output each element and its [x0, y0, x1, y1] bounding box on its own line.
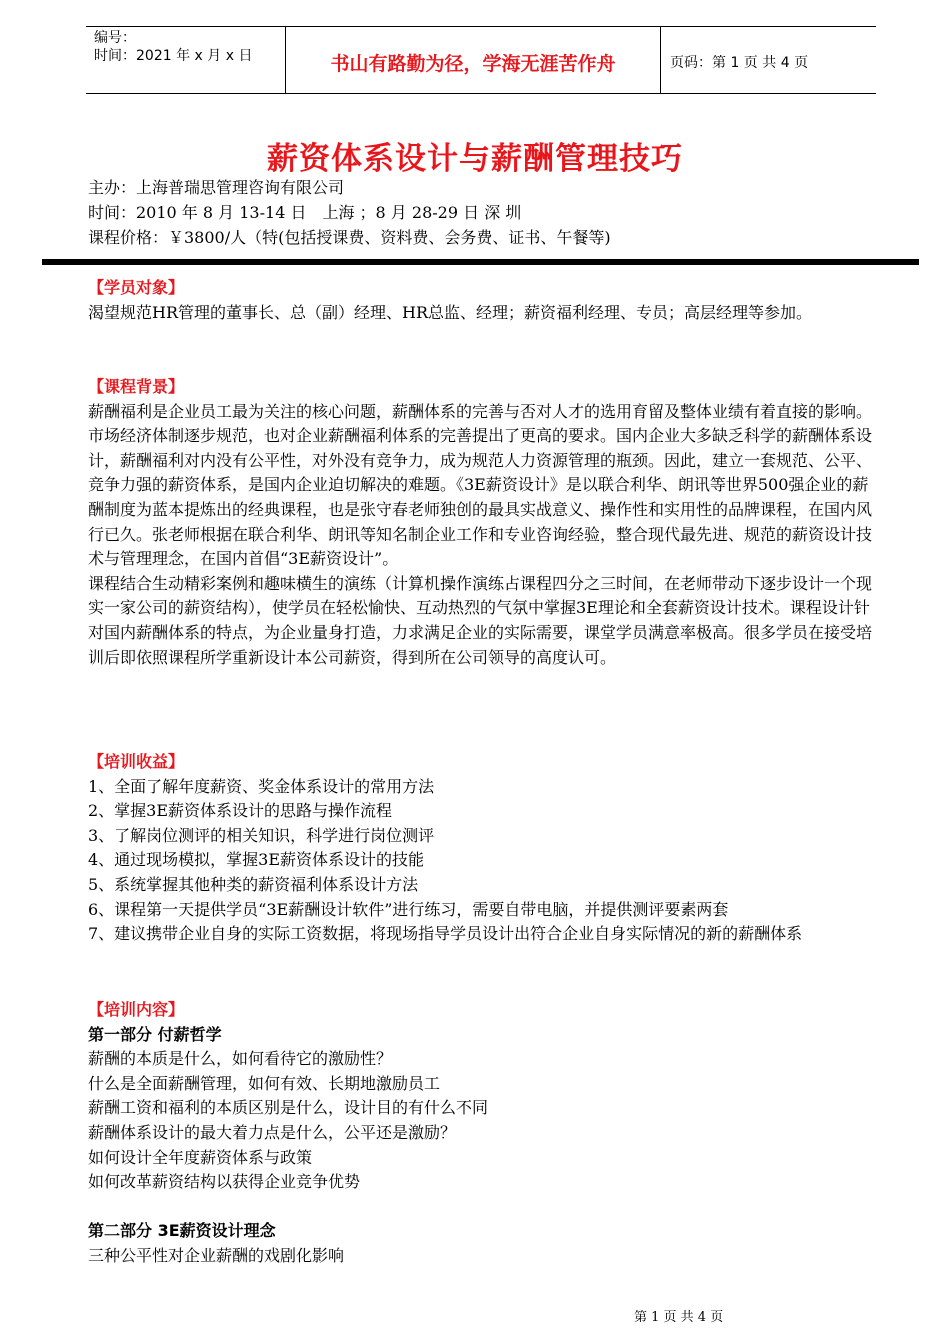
time-label: 时间：2021 年 x 月 x 日 — [94, 48, 253, 64]
section-benefits — [88, 750, 872, 947]
list-item: 什么是全面薪酬管理，如何有效、长期地激励员工 — [88, 1073, 441, 1093]
list-item: 4、通过现场模拟，掌握3E薪资体系设计的技能 — [88, 850, 425, 870]
header-left-cell — [94, 29, 252, 65]
list-item: 5、系统掌握其他种类的薪资福利体系设计方法 — [88, 874, 419, 894]
section-content — [88, 998, 872, 1269]
list-item: 薪酬工资和福利的本质区别是什么，设计目的有什么不同 — [88, 1098, 489, 1118]
part-title: 第二部分 3E薪资设计理念 — [88, 1221, 276, 1241]
document-title: 薪资体系设计与薪酬管理技巧 — [267, 141, 683, 177]
list-item: 6、课程第一天提供学员“3E薪酬设计软件”进行练习，需要自带电脑，并提供测评要素两套 — [88, 899, 729, 919]
organizer-line: 主办：上海普瑞思管理咨询有限公司 — [88, 178, 345, 197]
page-footer: 第 1 页 共 4 页 — [634, 1310, 724, 1325]
list-item: 3、了解岗位测评的相关知识，科学进行岗位测评 — [88, 825, 435, 845]
section-heading: 【学员对象】 — [88, 278, 185, 297]
background-paragraph: 薪酬福利是企业员工最为关注的核心问题，薪酬体系的完善与否对人才的选用育留及整体业绩有着直接的影响。市场经济体制逐步规范，也对企业薪酬福利体系的完善提出了更高的要求。国内企业大多缺乏科学的薪酬体系设计，薪酬福利对内没有公平性，对外没有竞争力，成为规范人力资源管理的瓶颈。因此，建立一套规范、公平、竞争力强的薪资体系，是国内企业迫切解决的难题。《3E薪资设计》是以联合利华、朗讯等世界500强企业的薪酬制度为蓝本提炼出的经典课程，也是张守春老师独创的最具实战意义、操作性和实用性的品牌课程，在国内风行已久。张老师根据在联合利华、朗讯等知名制企业工作和专业咨询经验，整合现代最先进、规范的薪资设计技术与管理理念，在国内首倡“3E薪资设计”。 — [88, 401, 873, 569]
part-title: 第一部分 付薪哲学 — [88, 1024, 222, 1044]
section-audience — [88, 276, 872, 325]
audience-text: 渴望规范HR管理的董事长、总（副）经理、HR总监、经理；薪资福利经理、专员；高层经理等参加。 — [88, 302, 813, 322]
section-heading: 【培训内容】 — [88, 1000, 185, 1019]
serial-label: 编号： — [94, 30, 136, 46]
spacer — [88, 1195, 872, 1220]
time-line: 时间：2010 年 8 月 13-14 日 上海 ；8 月 28-29 日 深 圳 — [88, 203, 522, 222]
section-heading: 【课程背景】 — [88, 377, 185, 396]
list-item: 如何设计全年度薪资体系与政策 — [88, 1147, 313, 1167]
background-paragraph: 课程结合生动精彩案例和趣味横生的演练（计算机操作演练占课程四分之三时间，在老师带动下逐步设计一个现实一家公司的薪资结构），使学员在轻松愉快、互动热烈的气氛中掌握3E理论和全套薪资设计技术。课程设计针对国内薪酬体系的特点，为企业量身打造，力求满足企业的实际需要，课堂学员满意率极高。很多学员在接受培训后即依照课程所学重新设计本公司薪资，得到所在公司领导的高度认可。 — [88, 573, 873, 667]
list-item: 2、掌握3E薪资体系设计的思路与操作流程 — [88, 801, 393, 821]
price-line: 课程价格：￥3800/人（特(包括授课费、资料费、会务费、证书、午餐等) — [88, 228, 611, 247]
header-motto: 书山有路勤为径，学海无涯苦作舟 — [330, 53, 616, 75]
list-item: 薪酬的本质是什么，如何看待它的激励性？ — [88, 1049, 393, 1069]
section-background — [88, 375, 872, 670]
page-header — [86, 26, 876, 94]
list-item: 7、建议携带企业自身的实际工资数据，将现场指导学员设计出符合企业自身实际情况的新的薪酬体系 — [88, 924, 803, 944]
header-divider — [660, 27, 661, 93]
section-heading: 【培训收益】 — [88, 752, 185, 771]
list-item: 1、全面了解年度薪资、奖金体系设计的常用方法 — [88, 776, 435, 796]
list-item: 三种公平性对企业薪酬的戏剧化影响 — [88, 1245, 345, 1265]
header-page-info: 页码：第 1 页 共 4 页 — [670, 55, 809, 71]
section-divider — [42, 259, 919, 265]
list-item: 薪酬体系设计的最大着力点是什么，公平还是激励？ — [88, 1122, 457, 1142]
list-item: 如何改革薪资结构以获得企业竞争优势 — [88, 1172, 361, 1192]
